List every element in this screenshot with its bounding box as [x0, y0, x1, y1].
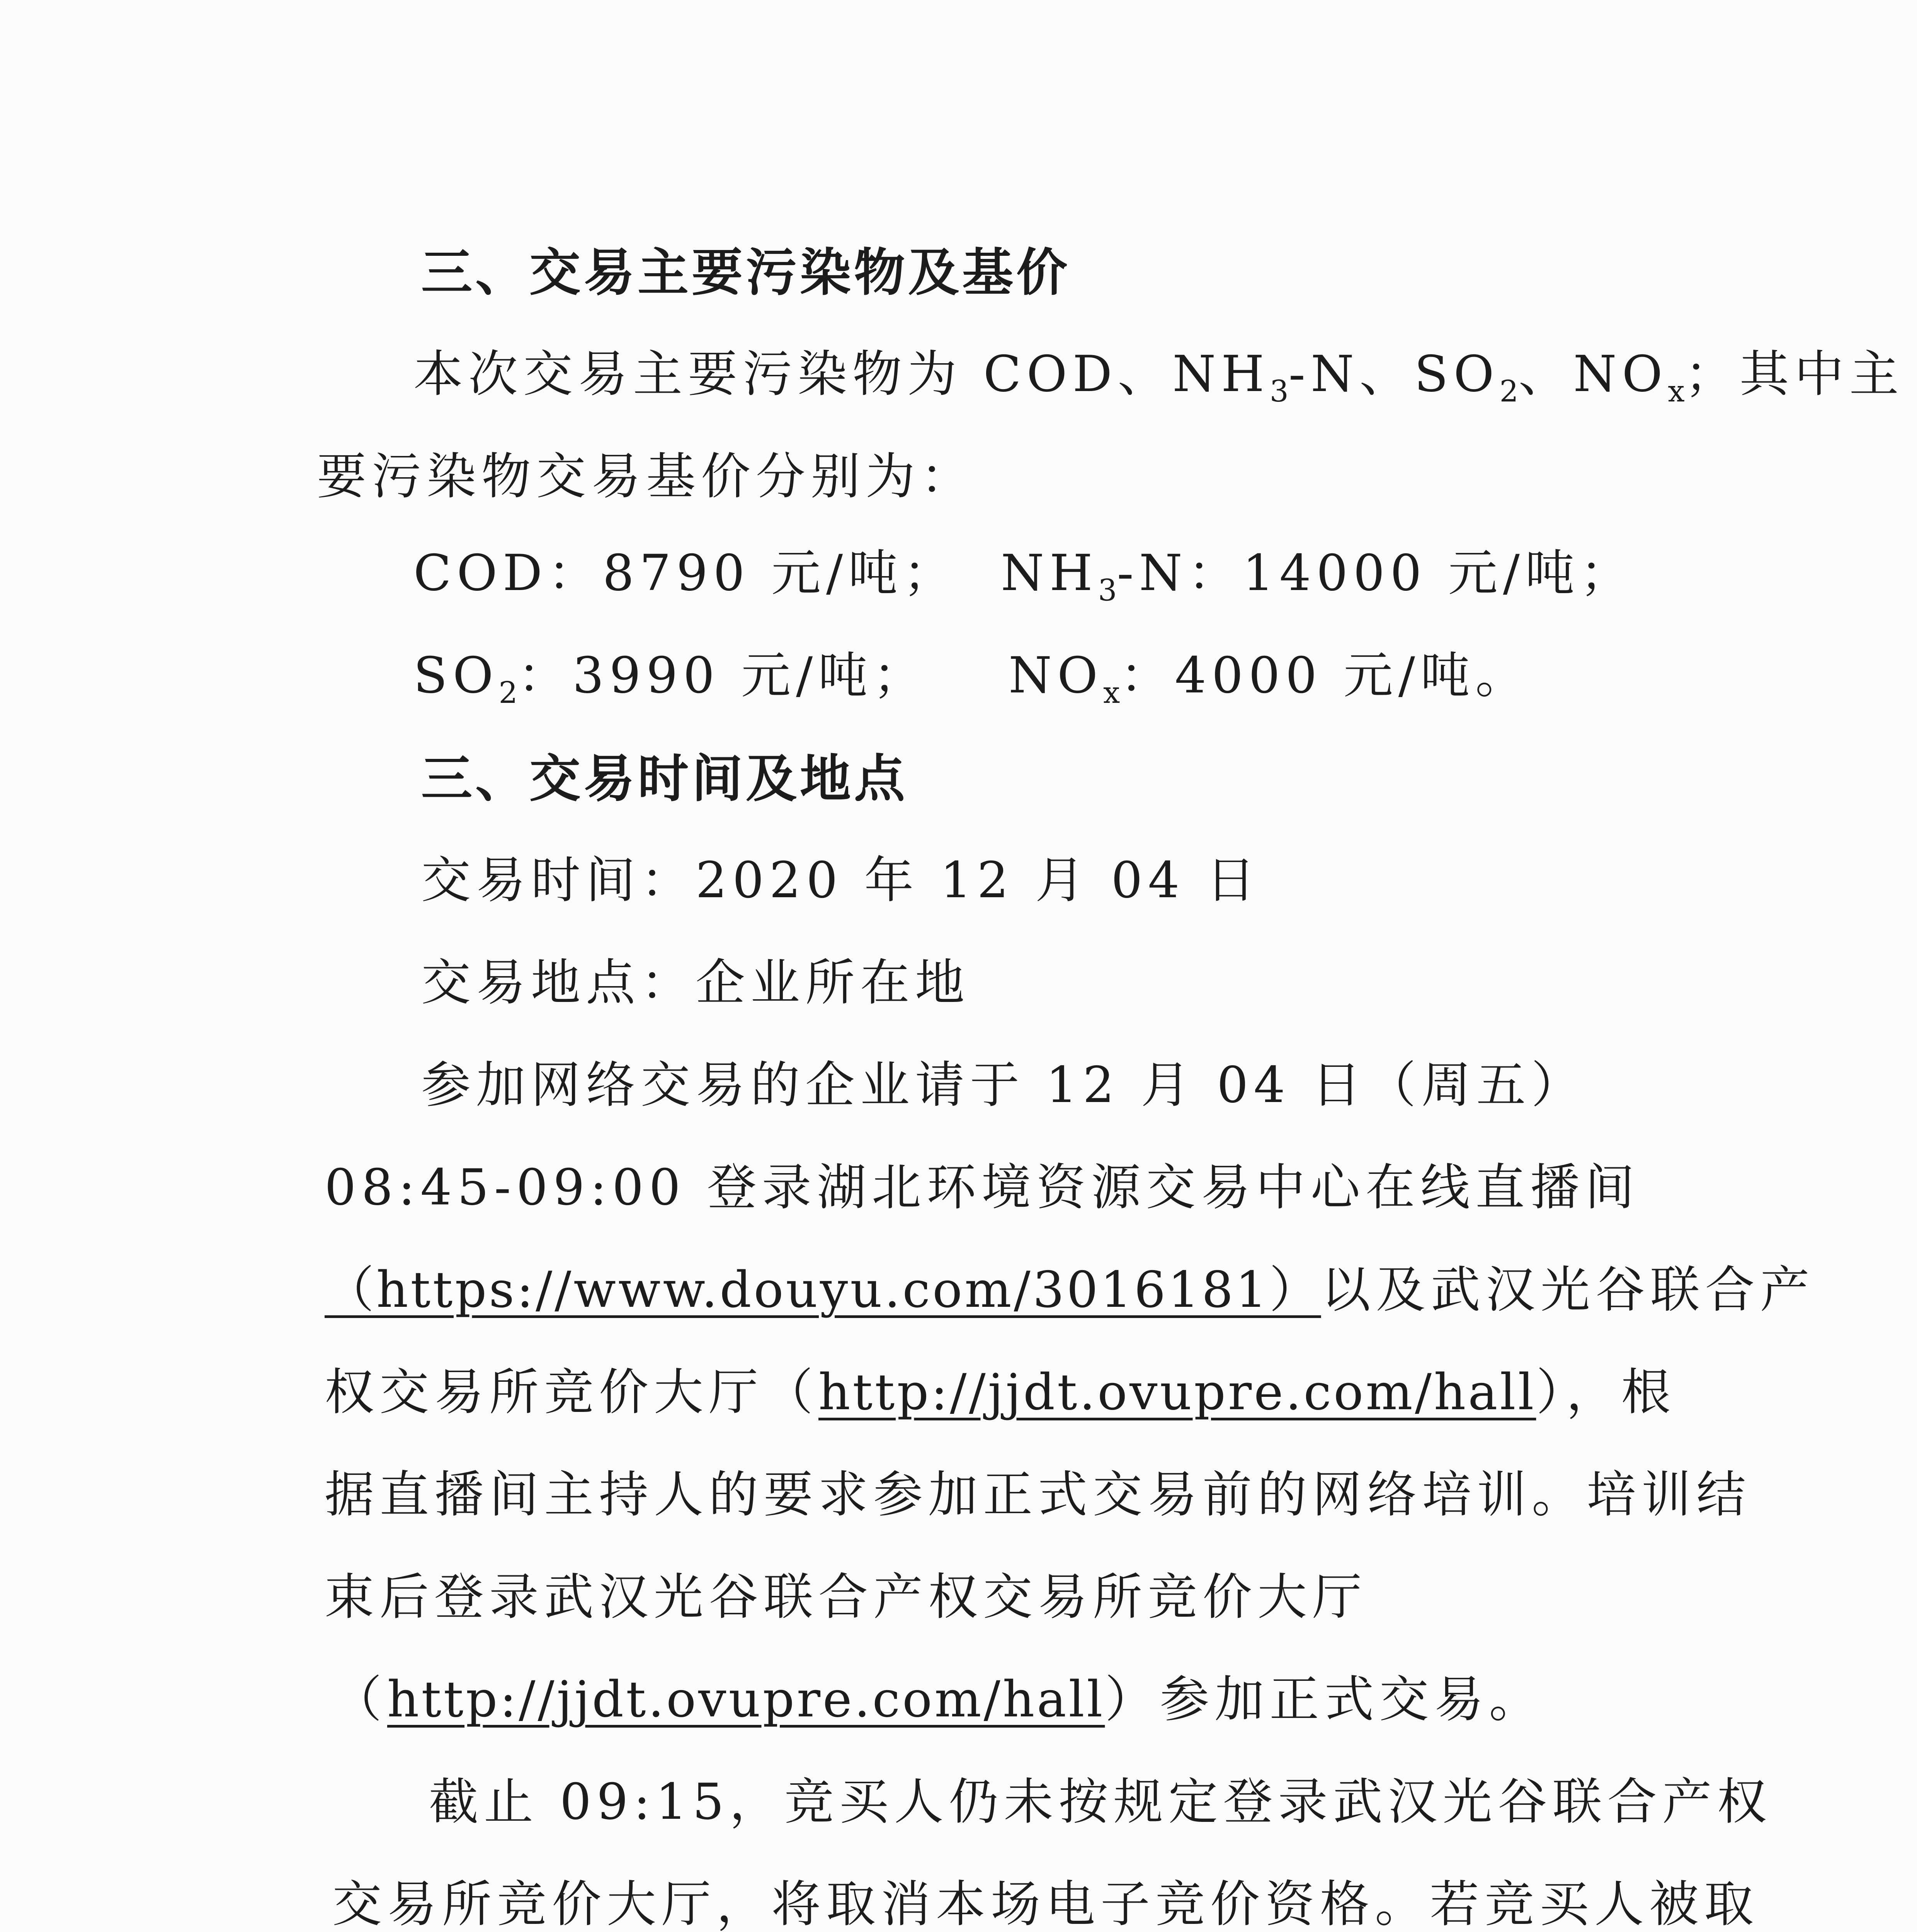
- trade-place: 交易地点：企业所在地: [421, 954, 970, 1012]
- price-so2: $SO_2$：3990 元/吨；: [413, 647, 928, 710]
- section-title-time-place: 三、交易时间及地点: [421, 749, 908, 809]
- price-nox: $NO_x$：4000 元/吨。: [1009, 647, 1530, 710]
- online-paragraph-line6: 束后登录武汉光谷联合产权交易所竞价大厅: [325, 1568, 1368, 1626]
- paragraph-pollutants-line1: 本次交易主要污染物为 COD、$NH_3-N$、$SO_2$、$NO_x$；其中主: [413, 345, 1904, 409]
- douyu-link[interactable]: （https://www.douyu.com/3016181）: [325, 1261, 1321, 1319]
- deadline-paragraph-line2: 交易所竞价大厅，将取消本场电子竞价资格。若竞买人被取: [332, 1876, 1759, 1932]
- online-paragraph-line7: （http://jjdt.ovupre.com/hall）参加正式交易。: [332, 1671, 1544, 1728]
- price-cod: COD：8790 元/吨；: [413, 544, 958, 602]
- ovupre-hall-link-2[interactable]: http://jjdt.ovupre.com/hall: [387, 1671, 1105, 1728]
- online-paragraph-line5: 据直播间主持人的要求参加正式交易前的网络培训。培训结: [325, 1466, 1752, 1524]
- deadline-paragraph-line1: 截止 09:15，竞买人仍未按规定登录武汉光谷联合产权: [429, 1773, 1772, 1831]
- price-nh3: $NH_3-N$：14000 元/吨；: [1001, 544, 1635, 608]
- section-title-pollutants: 三、交易主要污染物及基价: [421, 243, 1070, 303]
- paragraph-pollutants-line2: 要污染物交易基价分别为：: [317, 448, 976, 505]
- trade-time: 交易时间：2020 年 12 月 04 日: [421, 852, 1261, 909]
- online-paragraph-line3: （https://www.douyu.com/3016181）以及武汉光谷联合产: [325, 1261, 1815, 1319]
- online-paragraph-line4: 权交易所竞价大厅（http://jjdt.ovupre.com/hall），根: [325, 1364, 1676, 1421]
- ovupre-hall-link[interactable]: http://jjdt.ovupre.com/hall: [818, 1364, 1536, 1421]
- online-paragraph-line2: 08:45-09:00 登录湖北环境资源交易中心在线直播间: [325, 1159, 1640, 1216]
- online-paragraph-line1: 参加网络交易的企业请于 12 月 04 日（周五）: [421, 1056, 1586, 1114]
